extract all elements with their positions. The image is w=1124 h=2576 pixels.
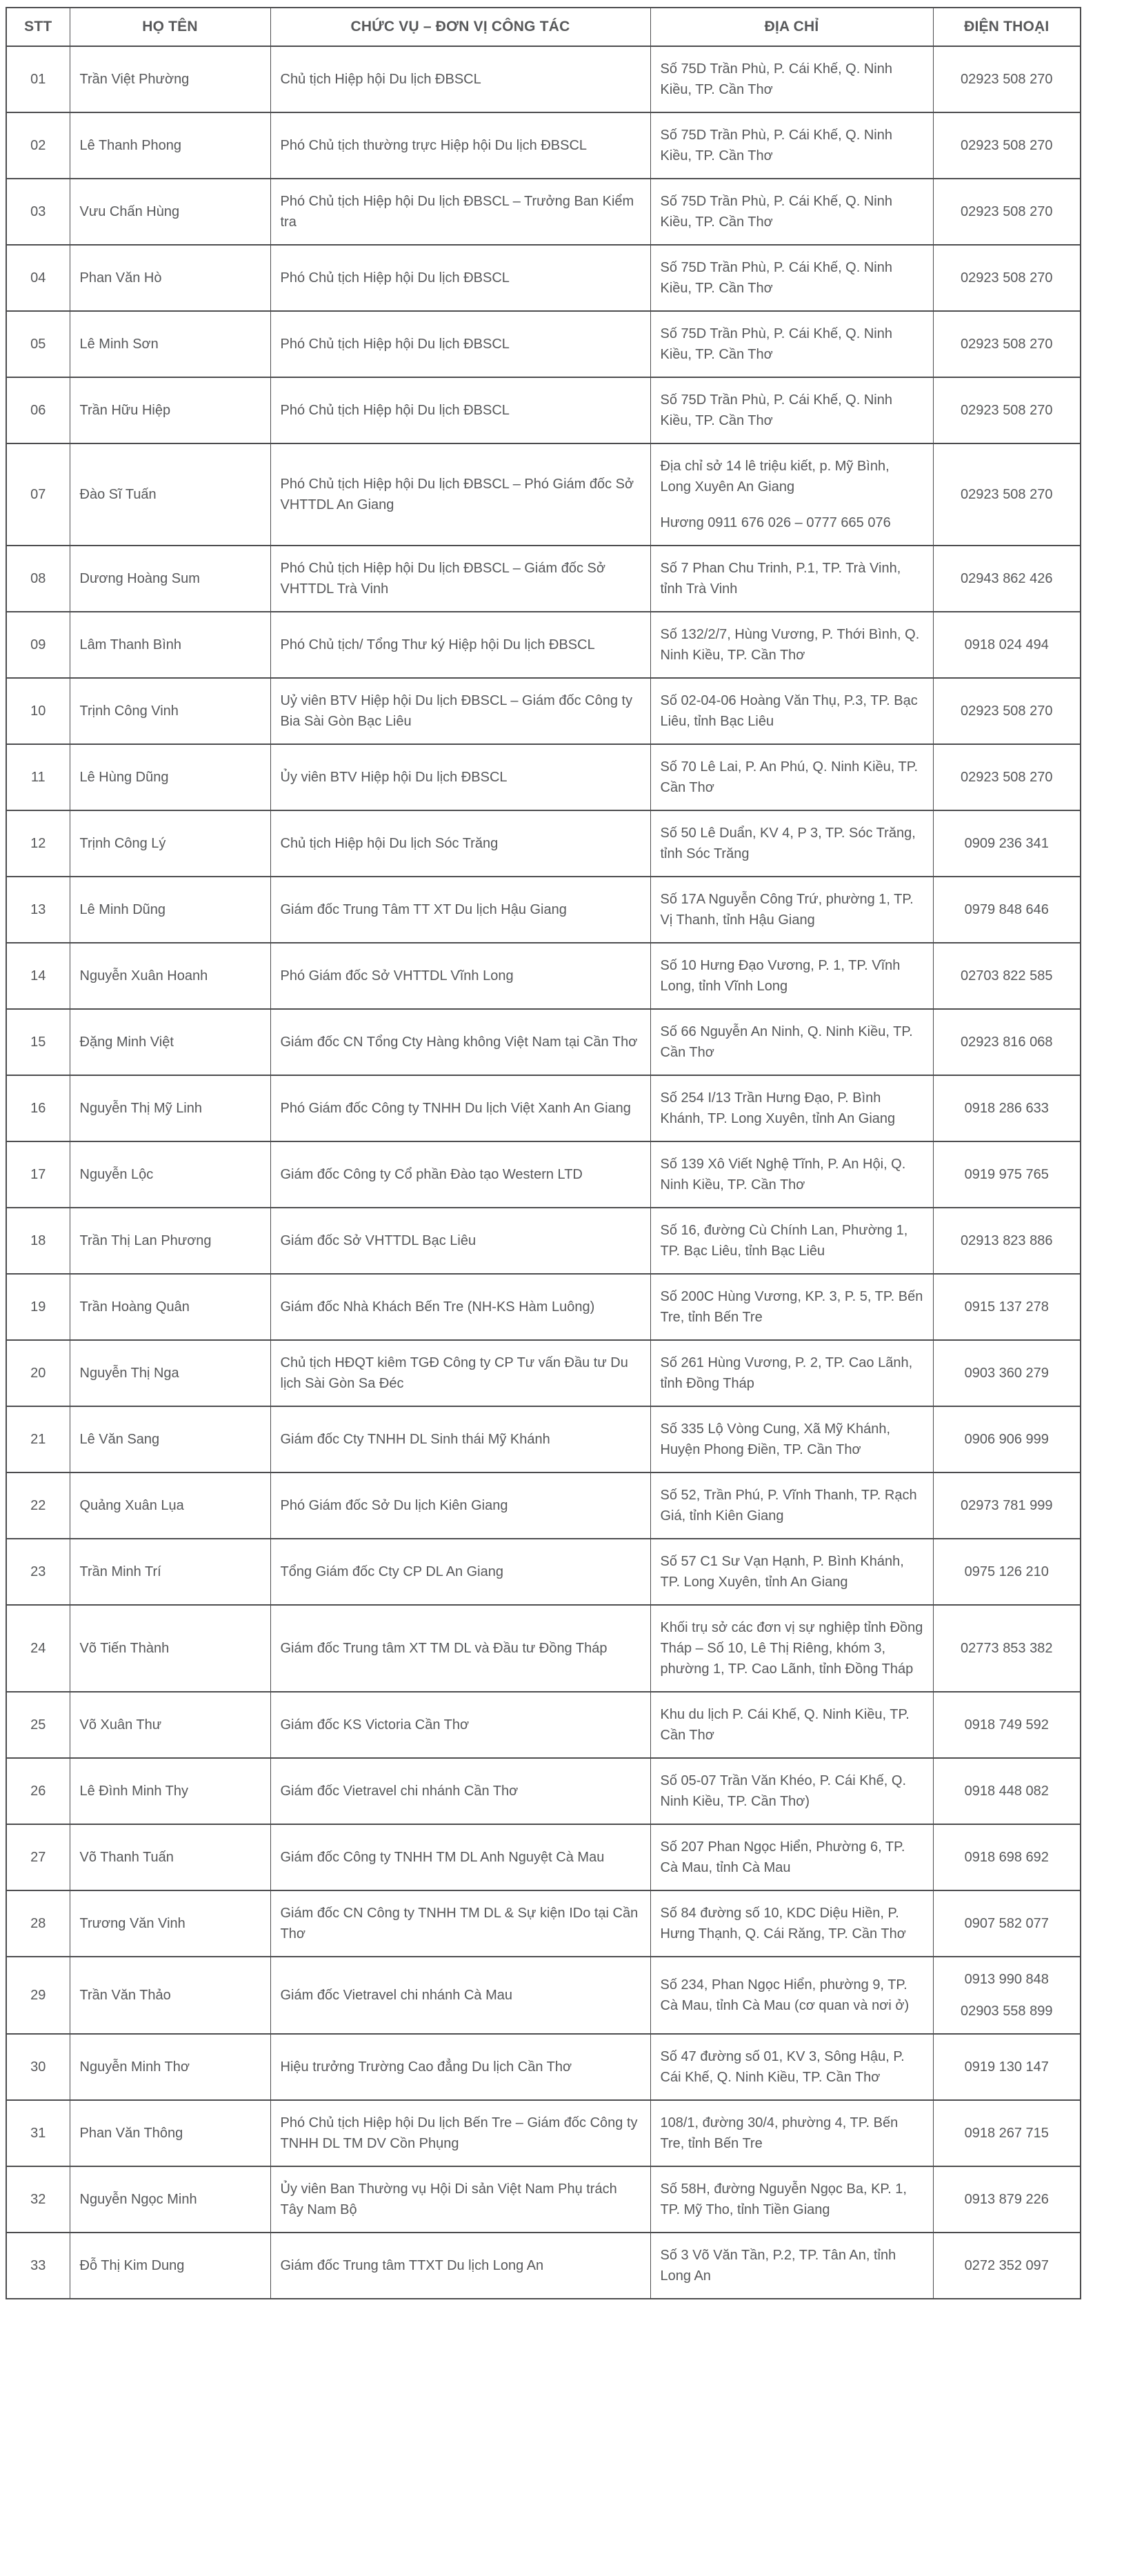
address-cell [650,1141,933,1208]
name-cell: Trần Văn Thảo [70,1957,270,2034]
phone-cell [933,1274,1081,1340]
table-row [6,877,1081,943]
table-row [6,46,1081,112]
stt-cell: 15 [6,1009,70,1075]
address-paragraph: Số 66 Nguyễn An Ninh, Q. Ninh Kiều, TP. Cần Thơ [660,1024,913,1060]
position-cell: Giám đốc Vietravel chi nhánh Cà Mau [270,1957,650,2034]
name-cell: Trịnh Công Vinh [70,678,270,744]
phone-number: 0272 352 097 [964,2258,1049,2273]
phone-number: 02923 508 270 [961,703,1053,719]
phone-cell [933,2166,1081,2233]
position-cell: Giám đốc Sở VHTTDL Bạc Liêu [270,1208,650,1274]
name-cell: Trương Văn Vinh [70,1890,270,1957]
position-cell: Giám đốc Công ty Cổ phần Đào tạo Western LTD [270,1141,650,1208]
name-cell: Nguyễn Xuân Hoanh [70,943,270,1009]
position-cell: Giám đốc KS Victoria Cần Thơ [270,1692,650,1758]
address-cell [650,112,933,179]
name-cell: Nguyễn Minh Thơ [70,2034,270,2100]
table-row [6,678,1081,744]
address-paragraph: Số 261 Hùng Vương, P. 2, TP. Cao Lãnh, tỉnh Đồng Tháp [660,1355,913,1391]
name-cell: Lê Hùng Dũng [70,744,270,810]
stt-cell: 31 [6,2100,70,2166]
stt-cell: 16 [6,1075,70,1141]
table-row [6,1141,1081,1208]
position-cell: Giám đốc Công ty TNHH TM DL Anh Nguyệt Cà Mau [270,1824,650,1890]
phone-number: 02923 508 270 [961,770,1053,785]
name-cell: Võ Xuân Thư [70,1692,270,1758]
table-row [6,1472,1081,1539]
phone-number: 02773 853 382 [961,1641,1053,1656]
table-row [6,810,1081,877]
position-cell: Phó Chủ tịch Hiệp hội Du lịch ĐBSCL – Giám đốc Sở VHTTDL Trà Vinh [270,546,650,612]
phone-number: 0918 749 592 [964,1717,1049,1733]
address-cell [650,1340,933,1406]
stt-cell: 25 [6,1692,70,1758]
phone-number: 0918 024 494 [964,637,1049,652]
address-paragraph: 108/1, đường 30/4, phường 4, TP. Bến Tre, tỉnh Bến Tre [660,2115,899,2151]
table-row [6,2233,1081,2299]
table-row [6,1957,1081,2034]
phone-number: 02923 816 068 [961,1035,1053,1050]
phone-number: 02923 508 270 [961,403,1053,418]
phone-number: 0913 879 226 [964,2192,1049,2207]
position-cell: Phó Chủ tịch Hiệp hội Du lịch ĐBSCL – Trưởng Ban Kiểm tra [270,179,650,245]
phone-number: 0919 975 765 [964,1167,1049,1182]
phone-number: 02923 508 270 [961,487,1053,502]
address-cell [650,1208,933,1274]
stt-cell: 19 [6,1274,70,1340]
name-cell: Nguyễn Thị Nga [70,1340,270,1406]
header-phone: ĐIỆN THOẠI [933,8,1081,46]
phone-number: 0918 286 633 [964,1101,1049,1116]
address-paragraph: Số 75D Trần Phù, P. Cái Khế, Q. Ninh Kiều, TP. Cần Thơ [660,61,892,97]
address-cell [650,1406,933,1472]
address-paragraph: Số 75D Trần Phù, P. Cái Khế, Q. Ninh Kiều, TP. Cần Thơ [660,260,892,296]
stt-cell: 02 [6,112,70,179]
address-cell [650,678,933,744]
address-paragraph: Số 02-04-06 Hoàng Văn Thụ, P.3, TP. Bạc Liêu, tỉnh Bạc Liêu [660,693,918,729]
table-row [6,1208,1081,1274]
stt-cell: 14 [6,943,70,1009]
phone-cell [933,1692,1081,1758]
phone-number: 02943 862 426 [961,571,1053,586]
address-cell [650,443,933,546]
table-row [6,179,1081,245]
phone-cell [933,2100,1081,2166]
phone-cell [933,744,1081,810]
phone-cell [933,1075,1081,1141]
name-cell: Lê Đình Minh Thy [70,1758,270,1824]
name-cell: Lê Minh Dũng [70,877,270,943]
table-row [6,1758,1081,1824]
address-cell [650,1957,933,2034]
stt-cell: 32 [6,2166,70,2233]
address-cell [650,2034,933,2100]
phone-number: 02903 558 899 [961,2004,1053,2019]
address-paragraph: Số 200C Hùng Vương, KP. 3, P. 5, TP. Bến Tre, tỉnh Bến Tre [660,1289,923,1325]
address-paragraph: Số 132/2/7, Hùng Vương, P. Thới Bình, Q. Ninh Kiều, TP. Cần Thơ [660,627,920,663]
stt-cell: 13 [6,877,70,943]
position-cell: Chủ tịch Hiệp hội Du lịch ĐBSCL [270,46,650,112]
phone-cell [933,1141,1081,1208]
table-row [6,943,1081,1009]
table-row [6,1274,1081,1340]
phone-cell [933,46,1081,112]
phone-cell [933,1824,1081,1890]
phone-number: 02923 508 270 [961,72,1053,87]
phone-number: 0979 848 646 [964,902,1049,917]
stt-cell: 22 [6,1472,70,1539]
phone-number: 0915 137 278 [964,1299,1049,1315]
stt-cell: 01 [6,46,70,112]
name-cell: Lê Thanh Phong [70,112,270,179]
position-cell: Phó Chủ tịch thường trực Hiệp hội Du lịch ĐBSCL [270,112,650,179]
stt-cell: 10 [6,678,70,744]
position-cell: Giám đốc Vietravel chi nhánh Cần Thơ [270,1758,650,1824]
name-cell: Lê Văn Sang [70,1406,270,1472]
address-paragraph: Khối trụ sở các đơn vị sự nghiệp tỉnh Đồng Tháp – Số 10, Lê Thị Riêng, khóm 3, phường 1, TP. Cao Lãnh, tỉnh Đồng Tháp [660,1620,923,1677]
stt-cell: 27 [6,1824,70,1890]
contact-directory-table [6,7,1081,2299]
position-cell: Phó Chủ tịch/ Tổng Thư ký Hiệp hội Du lịch ĐBSCL [270,612,650,678]
position-cell: Chủ tịch HĐQT kiêm TGĐ Công ty CP Tư vấn Đầu tư Du lịch Sài Gòn Sa Đéc [270,1340,650,1406]
name-cell: Võ Thanh Tuấn [70,1824,270,1890]
address-cell [650,245,933,311]
phone-cell [933,612,1081,678]
table-row [6,744,1081,810]
phone-number: 0918 267 715 [964,2126,1049,2141]
phone-number: 02923 508 270 [961,270,1053,286]
name-cell: Nguyễn Ngọc Minh [70,2166,270,2233]
address-cell [650,377,933,443]
address-cell [650,1472,933,1539]
phone-cell [933,943,1081,1009]
address-cell [650,1274,933,1340]
position-cell: Ủy viên Ban Thường vụ Hội Di sản Việt Nam Phụ trách Tây Nam Bộ [270,2166,650,2233]
address-paragraph: Số 05-07 Trần Văn Khéo, P. Cái Khế, Q. Ninh Kiều, TP. Cần Thơ) [660,1773,907,1809]
position-cell: Hiệu trưởng Trường Cao đẳng Du lịch Cần Thơ [270,2034,650,2100]
phone-cell [933,678,1081,744]
position-cell: Ủy viên BTV Hiệp hội Du lịch ĐBSCL [270,744,650,810]
position-cell: Phó Chủ tịch Hiệp hội Du lịch ĐBSCL [270,377,650,443]
stt-cell: 26 [6,1758,70,1824]
address-cell [650,1758,933,1824]
table-row [6,1075,1081,1141]
address-cell [650,1890,933,1957]
table-row [6,1009,1081,1075]
stt-cell: 28 [6,1890,70,1957]
table-header-row [6,8,1081,46]
name-cell: Đặng Minh Việt [70,1009,270,1075]
table-row [6,311,1081,377]
address-cell [650,612,933,678]
address-paragraph: Số 75D Trần Phù, P. Cái Khế, Q. Ninh Kiều, TP. Cần Thơ [660,326,892,362]
name-cell: Phan Văn Hò [70,245,270,311]
phone-cell [933,1539,1081,1605]
position-cell: Phó Giám đốc Công ty TNHH Du lịch Việt Xanh An Giang [270,1075,650,1141]
table-row [6,377,1081,443]
phone-cell [933,311,1081,377]
phone-cell [933,1758,1081,1824]
stt-cell: 03 [6,179,70,245]
table-row [6,1406,1081,1472]
stt-cell: 33 [6,2233,70,2299]
table-row [6,443,1081,546]
stt-cell: 23 [6,1539,70,1605]
name-cell: Quảng Xuân Lụa [70,1472,270,1539]
phone-number: 0918 698 692 [964,1850,1049,1865]
phone-number: 0907 582 077 [964,1916,1049,1931]
phone-number: 0918 448 082 [964,1784,1049,1799]
header-name: HỌ TÊN [70,8,270,46]
name-cell: Đỗ Thị Kim Dung [70,2233,270,2299]
address-paragraph: Số 52, Trần Phú, P. Vĩnh Thanh, TP. Rạch Giá, tỉnh Kiên Giang [660,1488,917,1524]
phone-cell [933,112,1081,179]
phone-number: 0903 360 279 [964,1366,1049,1381]
address-paragraph: Số 75D Trần Phù, P. Cái Khế, Q. Ninh Kiều, TP. Cần Thơ [660,128,892,163]
position-cell: Phó Chủ tịch Hiệp hội Du lịch ĐBSCL [270,311,650,377]
position-cell: Chủ tịch Hiệp hội Du lịch Sóc Trăng [270,810,650,877]
address-cell [650,1824,933,1890]
phone-cell [933,1340,1081,1406]
phone-cell [933,2034,1081,2100]
position-cell: Giám đốc CN Tổng Cty Hàng không Việt Nam tại Cần Thơ [270,1009,650,1075]
address-paragraph: Số 50 Lê Duẩn, KV 4, P 3, TP. Sóc Trăng, tỉnh Sóc Trăng [660,826,916,861]
address-cell [650,744,933,810]
address-paragraph: Số 58H, đường Nguyễn Ngọc Ba, KP. 1, TP. Mỹ Tho, tỉnh Tiền Giang [660,2181,907,2217]
table-row [6,612,1081,678]
name-cell: Nguyễn Thị Mỹ Linh [70,1075,270,1141]
address-paragraph: Số 10 Hưng Đạo Vương, P. 1, TP. Vĩnh Long, tỉnh Vĩnh Long [660,958,901,994]
stt-cell: 30 [6,2034,70,2100]
phone-cell [933,245,1081,311]
name-cell: Dương Hoàng Sum [70,546,270,612]
position-cell: Giám đốc Trung tâm TTXT Du lịch Long An [270,2233,650,2299]
stt-cell: 07 [6,443,70,546]
phone-cell [933,810,1081,877]
phone-cell [933,1890,1081,1957]
phone-cell [933,1406,1081,1472]
position-cell: Giám đốc Trung tâm XT TM DL và Đầu tư Đồng Tháp [270,1605,650,1692]
table-row [6,1692,1081,1758]
address-cell [650,546,933,612]
stt-cell: 21 [6,1406,70,1472]
address-cell [650,46,933,112]
name-cell: Đào Sĩ Tuấn [70,443,270,546]
phone-cell [933,2233,1081,2299]
name-cell: Lê Minh Sơn [70,311,270,377]
phone-cell [933,1208,1081,1274]
table-row [6,1340,1081,1406]
stt-cell: 17 [6,1141,70,1208]
phone-number: 02923 508 270 [961,204,1053,219]
name-cell: Vưu Chấn Hùng [70,179,270,245]
phone-cell [933,1009,1081,1075]
address-cell [650,1009,933,1075]
table-row [6,1824,1081,1890]
phone-number: 0909 236 341 [964,836,1049,851]
address-cell [650,810,933,877]
table-row [6,1605,1081,1692]
address-paragraph: Số 47 đường số 01, KV 3, Sông Hậu, P. Cái Khế, Q. Ninh Kiều, TP. Cần Thơ [660,2049,905,2085]
position-cell: Phó Giám đốc Sở VHTTDL Vĩnh Long [270,943,650,1009]
address-paragraph: Số 7 Phan Chu Trinh, P.1, TP. Trà Vinh, tỉnh Trà Vinh [660,561,901,597]
phone-number: 02923 508 270 [961,337,1053,352]
address-cell [650,2100,933,2166]
address-cell [650,2166,933,2233]
table-row [6,2166,1081,2233]
address-cell [650,1075,933,1141]
position-cell: Phó Chủ tịch Hiệp hội Du lịch ĐBSCL [270,245,650,311]
stt-cell: 05 [6,311,70,377]
address-cell [650,1692,933,1758]
position-cell: Giám đốc Cty TNHH DL Sinh thái Mỹ Khánh [270,1406,650,1472]
position-cell: Giám đốc Trung Tâm TT XT Du lịch Hậu Giang [270,877,650,943]
stt-cell: 08 [6,546,70,612]
name-cell: Phan Văn Thông [70,2100,270,2166]
address-paragraph: Số 3 Võ Văn Tần, P.2, TP. Tân An, tỉnh Long An [660,2248,896,2284]
phone-cell [933,1957,1081,2034]
address-paragraph: Địa chỉ sở 14 lê triệu kiết, p. Mỹ Bình, Long Xuyên An Giang [660,459,890,495]
stt-cell: 04 [6,245,70,311]
address-cell [650,311,933,377]
name-cell: Trịnh Công Lý [70,810,270,877]
table-row [6,1890,1081,1957]
address-cell [650,1605,933,1692]
address-paragraph: Số 75D Trần Phù, P. Cái Khế, Q. Ninh Kiều, TP. Cần Thơ [660,194,892,230]
address-paragraph: Khu du lịch P. Cái Khế, Q. Ninh Kiều, TP. Cần Thơ [660,1707,910,1743]
table-body [6,46,1081,2299]
header-stt: STT [6,8,70,46]
phone-number: 0913 990 848 [964,1972,1049,1987]
address-paragraph: Số 70 Lê Lai, P. An Phú, Q. Ninh Kiều, TP. Cần Thơ [660,759,919,795]
phone-number: 02973 781 999 [961,1498,1053,1513]
phone-cell [933,1605,1081,1692]
name-cell: Võ Tiến Thành [70,1605,270,1692]
name-cell: Nguyễn Lộc [70,1141,270,1208]
address-paragraph: Số 84 đường số 10, KDC Diệu Hiền, P. Hưng Thạnh, Q. Cái Răng, TP. Cần Thơ [660,1906,906,1941]
phone-cell [933,179,1081,245]
phone-cell [933,377,1081,443]
phone-number: 02913 823 886 [961,1233,1053,1248]
address-paragraph: Số 335 Lộ Vòng Cung, Xã Mỹ Khánh, Huyện Phong Điền, TP. Cần Thơ [660,1421,891,1457]
stt-cell: 06 [6,377,70,443]
address-paragraph: Số 207 Phan Ngọc Hiển, Phường 6, TP. Cà Mau, tỉnh Cà Mau [660,1839,905,1875]
phone-number: 0906 906 999 [964,1432,1049,1447]
position-cell: Giám đốc Nhà Khách Bến Tre (NH-KS Hàm Luông) [270,1274,650,1340]
stt-cell: 12 [6,810,70,877]
stt-cell: 11 [6,744,70,810]
stt-cell: 29 [6,1957,70,2034]
address-paragraph: Số 75D Trần Phù, P. Cái Khế, Q. Ninh Kiều, TP. Cần Thơ [660,392,892,428]
address-paragraph: Số 254 I/13 Trần Hưng Đạo, P. Bình Khánh, TP. Long Xuyên, tỉnh An Giang [660,1090,896,1126]
address-cell [650,877,933,943]
position-cell: Phó Chủ tịch Hiệp hội Du lịch ĐBSCL – Phó Giám đốc Sở VHTTDL An Giang [270,443,650,546]
name-cell: Trần Minh Trí [70,1539,270,1605]
address-paragraph: Số 139 Xô Viết Nghệ Tĩnh, P. An Hội, Q. Ninh Kiều, TP. Cần Thơ [660,1157,906,1192]
stt-cell: 20 [6,1340,70,1406]
phone-number: 02703 822 585 [961,968,1053,984]
position-cell: Uỷ viên BTV Hiệp hội Du lịch ĐBSCL – Giám đốc Công ty Bia Sài Gòn Bạc Liêu [270,678,650,744]
position-cell: Phó Giám đốc Sở Du lịch Kiên Giang [270,1472,650,1539]
table-row [6,1539,1081,1605]
address-cell [650,179,933,245]
address-cell [650,2233,933,2299]
address-paragraph: Hương 0911 676 026 – 0777 665 076 [660,515,891,530]
table-row [6,2100,1081,2166]
name-cell: Trần Hoàng Quân [70,1274,270,1340]
address-paragraph: Số 17A Nguyễn Công Trứ, phường 1, TP. Vị Thanh, tỉnh Hậu Giang [660,892,914,928]
position-cell: Giám đốc CN Công ty TNHH TM DL & Sự kiện IDo tại Cần Thơ [270,1890,650,1957]
header-position: CHỨC VỤ – ĐƠN VỊ CÔNG TÁC [270,8,650,46]
address-cell [650,1539,933,1605]
phone-number: 02923 508 270 [961,138,1053,153]
phone-number: 0919 130 147 [964,2059,1049,2075]
table-row [6,245,1081,311]
phone-cell [933,877,1081,943]
stt-cell: 24 [6,1605,70,1692]
phone-cell [933,546,1081,612]
phone-cell [933,443,1081,546]
address-cell [650,943,933,1009]
position-cell: Phó Chủ tịch Hiệp hội Du lịch Bến Tre – Giám đốc Công ty TNHH DL TM DV Cồn Phụng [270,2100,650,2166]
name-cell: Lâm Thanh Bình [70,612,270,678]
stt-cell: 09 [6,612,70,678]
address-paragraph: Số 234, Phan Ngọc Hiển, phường 9, TP. Cà Mau, tỉnh Cà Mau (cơ quan và nơi ở) [660,1977,910,2013]
address-paragraph: Số 57 C1 Sư Vạn Hạnh, P. Bình Khánh, TP. Long Xuyên, tỉnh An Giang [660,1554,904,1590]
header-address: ĐỊA CHỈ [650,8,933,46]
table-row [6,2034,1081,2100]
stt-cell: 18 [6,1208,70,1274]
name-cell: Trần Việt Phường [70,46,270,112]
name-cell: Trần Thị Lan Phương [70,1208,270,1274]
position-cell: Tổng Giám đốc Cty CP DL An Giang [270,1539,650,1605]
name-cell: Trần Hữu Hiệp [70,377,270,443]
table-row [6,546,1081,612]
phone-number: 0975 126 210 [964,1564,1049,1579]
address-paragraph: Số 16, đường Cù Chính Lan, Phường 1, TP. Bạc Liêu, tỉnh Bạc Liêu [660,1223,908,1259]
table-row [6,112,1081,179]
phone-cell [933,1472,1081,1539]
